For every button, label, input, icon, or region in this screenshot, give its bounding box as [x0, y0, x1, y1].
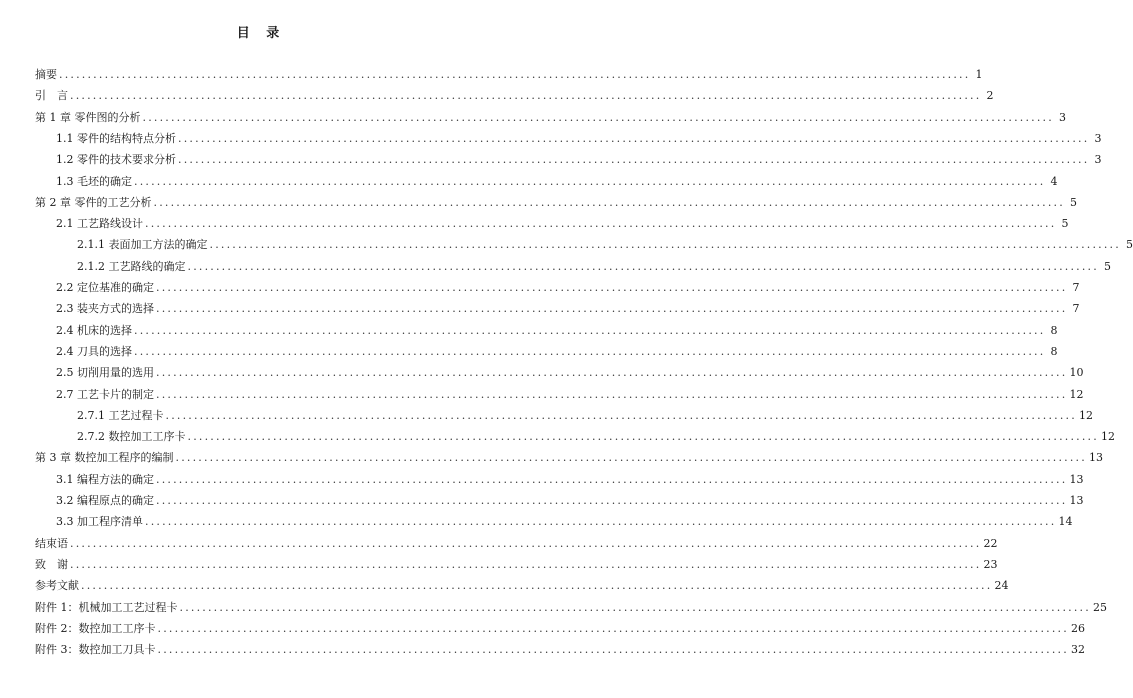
- toc-entry-page-number: 32: [1070, 643, 1085, 657]
- toc-entry-page-number: 3: [1094, 131, 1102, 145]
- toc-entry[interactable]: [56, 487, 1084, 508]
- toc-dot-leader: ................................................................................................................................................................: [70, 557, 982, 571]
- toc-entry[interactable]: [35, 594, 1107, 615]
- toc-entry-page-number: 13: [1069, 472, 1084, 486]
- toc-entry[interactable]: [35, 572, 1009, 593]
- toc-dot-leader: ................................................................................................................................................................: [70, 89, 982, 103]
- toc-entry-title: 引 言: [35, 89, 68, 103]
- toc-entry-page-number: 14: [1058, 515, 1073, 529]
- toc-dot-leader: ................................................................................................................................................................: [209, 238, 1121, 252]
- toc-entry-page-number: 12: [1069, 387, 1084, 401]
- toc-entry[interactable]: [56, 274, 1080, 295]
- toc-entry-page-number: 25: [1092, 600, 1107, 614]
- toc-entry-page-number: 7: [1072, 302, 1080, 316]
- toc-entry[interactable]: [35, 104, 1066, 125]
- toc-dot-leader: ................................................................................................................................................................: [157, 621, 1069, 635]
- toc-entry-title: 第 3 章 数控加工程序的编制: [35, 451, 174, 465]
- toc-entry-title: 2.1.1 表面加工方法的确定: [77, 238, 208, 252]
- toc-dot-leader: ................................................................................................................................................................: [134, 323, 1046, 337]
- toc-dot-leader: ................................................................................................................................................................: [156, 472, 1068, 486]
- toc-entry-title: 2.1.2 工艺路线的确定: [77, 259, 186, 273]
- toc-entry[interactable]: [77, 402, 1093, 423]
- toc-entry-page-number: 13: [1088, 451, 1103, 465]
- toc-entry[interactable]: [56, 295, 1080, 316]
- toc-entry-page-number: 2: [986, 89, 994, 103]
- toc-dot-leader: ................................................................................................................................................................: [179, 600, 1091, 614]
- toc-entry-title: 2.7 工艺卡片的制定: [56, 387, 154, 401]
- toc-entry-page-number: 22: [983, 536, 998, 550]
- toc-entry-title: 1.3 毛坯的确定: [56, 174, 132, 188]
- toc-dot-leader: ................................................................................................................................................................: [165, 408, 1077, 422]
- toc-dot-leader: ................................................................................................................................................................: [178, 153, 1090, 167]
- toc-entry-page-number: 5: [1103, 259, 1111, 273]
- toc-entry[interactable]: [35, 551, 998, 572]
- toc-entry-title: 2.3 装夹方式的选择: [56, 302, 154, 316]
- toc-dot-leader: ................................................................................................................................................................: [187, 430, 1099, 444]
- toc-dot-leader: ................................................................................................................................................................: [81, 579, 993, 593]
- toc-dot-leader: ................................................................................................................................................................: [175, 451, 1087, 465]
- toc-entry-page-number: 26: [1070, 621, 1085, 635]
- toc-entry[interactable]: [35, 189, 1077, 210]
- toc-entry-page-number: 8: [1050, 323, 1058, 337]
- toc-entry[interactable]: [56, 125, 1102, 146]
- toc-dot-leader: ................................................................................................................................................................: [156, 494, 1068, 507]
- toc-entry[interactable]: [35, 530, 998, 551]
- toc-entry-page-number: 3: [1094, 153, 1102, 167]
- toc-entry-title: 附件 3：数控加工刀具卡: [35, 643, 156, 657]
- toc-entry[interactable]: [56, 381, 1084, 402]
- toc-entry-title: 2.4 刀具的选择: [56, 344, 132, 358]
- toc-dot-leader: ................................................................................................................................................................: [187, 259, 1099, 273]
- toc-entry[interactable]: [35, 61, 983, 82]
- toc-entry-page-number: 24: [994, 579, 1009, 593]
- toc-entry-page-number: 7: [1072, 281, 1080, 294]
- toc-entry-page-number: 23: [983, 557, 998, 571]
- toc-entry-title: 3.2 编程原点的确定: [56, 494, 154, 507]
- toc-dot-leader: ................................................................................................................................................................: [157, 643, 1069, 657]
- toc-entry-title: 致 谢: [35, 557, 68, 571]
- toc-entry-title: 附件 1：机械加工工艺过程卡: [35, 600, 178, 614]
- toc-entry-page-number: 13: [1069, 494, 1084, 507]
- toc-entry-page-number: 3: [1058, 110, 1066, 124]
- toc-dot-leader: ................................................................................................................................................................: [70, 536, 982, 550]
- toc-entry[interactable]: [56, 146, 1102, 167]
- toc-entry[interactable]: [56, 466, 1084, 487]
- toc-entry-title: 1.1 零件的结构特点分析: [56, 131, 176, 145]
- toc-entry[interactable]: [56, 338, 1058, 359]
- toc-dot-leader: ................................................................................................................................................................: [178, 131, 1090, 145]
- toc-entry[interactable]: [77, 253, 1111, 274]
- toc-entry-page-number: 5: [1061, 217, 1069, 231]
- toc-dot-leader: ................................................................................................................................................................: [156, 281, 1068, 294]
- toc-entry-title: 3.1 编程方法的确定: [56, 472, 154, 486]
- toc-dot-leader: ................................................................................................................................................................: [156, 366, 1068, 380]
- toc-entry-page-number: 12: [1078, 408, 1093, 422]
- toc-entry-page-number: 12: [1100, 430, 1115, 444]
- toc-entry-title: 2.4 机床的选择: [56, 323, 132, 337]
- toc-entry-title: 参考文献: [35, 579, 79, 593]
- toc-entry[interactable]: [56, 359, 1084, 380]
- toc-entry-page-number: 4: [1050, 174, 1058, 188]
- toc-dot-leader: ................................................................................................................................................................: [153, 195, 1065, 209]
- toc-entry-page-number: 8: [1050, 344, 1058, 358]
- toc-entry-page-number: 1: [975, 68, 983, 81]
- toc-entry-title: 2.1 工艺路线设计: [56, 217, 143, 231]
- toc-entry-title: 第 1 章 零件图的分析: [35, 110, 141, 124]
- toc-dot-leader: ................................................................................................................................................................: [156, 302, 1068, 316]
- toc-dot-leader: ................................................................................................................................................................: [145, 515, 1057, 529]
- toc-entry-title: 3.3 加工程序清单: [56, 515, 143, 529]
- toc-entry[interactable]: [77, 231, 1133, 252]
- toc-entry-title: 1.2 零件的技术要求分析: [56, 153, 176, 167]
- toc-entry[interactable]: [35, 636, 1085, 657]
- toc-entry[interactable]: [35, 82, 994, 103]
- toc-entry-page-number: 5: [1069, 195, 1077, 209]
- toc-entry[interactable]: [35, 444, 1103, 465]
- toc-entry-title: 结束语: [35, 536, 68, 550]
- toc-entry-title: 第 2 章 零件的工艺分析: [35, 195, 152, 209]
- toc-entry-title: 摘要: [35, 68, 57, 81]
- toc-entry-title: 2.7.2 数控加工工序卡: [77, 430, 186, 444]
- toc-entry[interactable]: [56, 168, 1058, 189]
- toc-dot-leader: ................................................................................................................................................................: [59, 68, 971, 81]
- toc-entry-title: 附件 2：数控加工工序卡: [35, 621, 156, 635]
- toc-entry[interactable]: [35, 615, 1085, 636]
- toc-dot-leader: ................................................................................................................................................................: [145, 217, 1057, 231]
- toc-dot-leader: ................................................................................................................................................................: [142, 110, 1054, 124]
- toc-entry-title: 2.5 切削用量的选用: [56, 366, 154, 380]
- toc-entry-page-number: 5: [1125, 238, 1133, 252]
- toc-entry[interactable]: [56, 508, 1073, 529]
- toc-entry-page-number: 10: [1069, 366, 1084, 380]
- toc-dot-leader: ................................................................................................................................................................: [156, 387, 1068, 401]
- toc-title: 目 录: [236, 26, 286, 41]
- toc-entry-title: 2.2 定位基准的确定: [56, 281, 154, 294]
- toc-dot-leader: ................................................................................................................................................................: [134, 344, 1046, 358]
- toc-entry[interactable]: [56, 210, 1069, 231]
- toc-entry-title: 2.7.1 工艺过程卡: [77, 408, 164, 422]
- toc-entry[interactable]: [56, 317, 1058, 338]
- toc-entry[interactable]: [77, 423, 1115, 444]
- toc-dot-leader: ................................................................................................................................................................: [134, 174, 1046, 188]
